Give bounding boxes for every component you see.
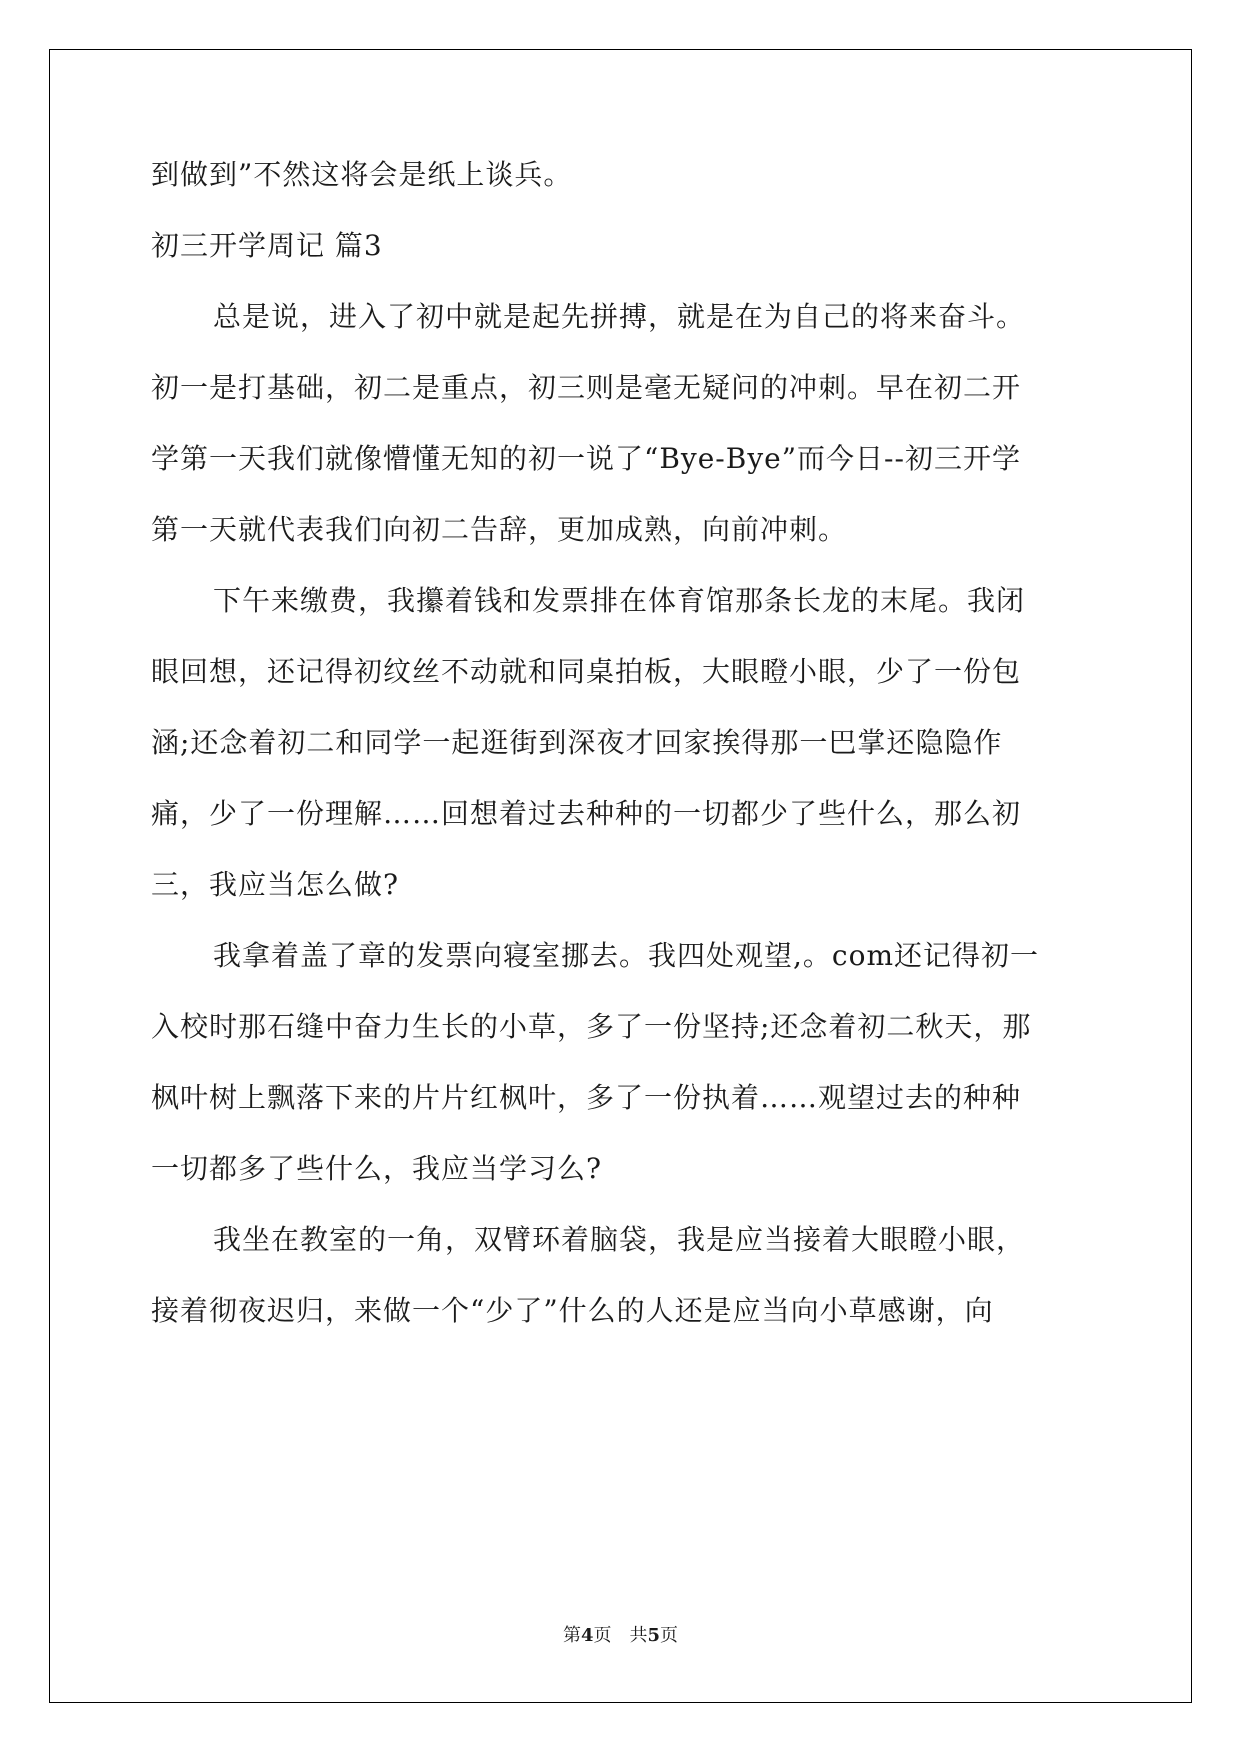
text-line: 三，我应当怎么做? (151, 868, 400, 901)
text-line: 一切都多了些什么，我应当学习么? (151, 1152, 603, 1185)
total-prefix: 共 (629, 1625, 648, 1646)
text-line: 接着彻夜迟归，来做一个“少了”什么的人还是应当向小草感谢，向 (151, 1294, 994, 1327)
text-line: 我拿着盖了章的发票向寝室挪去。我四处观望,。com还记得初一 (213, 939, 1039, 972)
text-line: 总是说，进入了初中就是起先拼搏，就是在为自己的将来奋斗。 (213, 300, 1026, 333)
current-page-number: 4 (580, 1625, 594, 1646)
text-line: 下午来缴费，我攥着钱和发票排在体育馆那条长龙的末尾。我闭 (213, 584, 1026, 617)
text-line: 痛，少了一份理解……回想着过去种种的一切都少了些什么，那么初 (151, 797, 1022, 830)
text-line: 初一是打基础，初二是重点，初三则是毫无疑问的冲刺。早在初二开 (151, 371, 1022, 404)
text-line: 枫叶树上飘落下来的片片红枫叶，多了一份执着……观望过去的种种 (151, 1081, 1022, 1114)
text-line: 涵;还念着初二和同学一起逛街到深夜才回家挨得那一巴掌还隐隐作 (151, 726, 1003, 759)
section-heading: 初三开学周记 篇3 (151, 229, 383, 262)
page-footer (0, 1625, 1241, 1647)
total-page-count: 5 (647, 1625, 661, 1646)
text-line: 眼回想，还记得初纹丝不动就和同桌拍板，大眼瞪小眼，少了一份包 (151, 655, 1022, 688)
text-line: 我坐在教室的一角，双臂环着脑袋，我是应当接着大眼瞪小眼， (213, 1223, 1026, 1256)
total-suffix: 页 (660, 1625, 679, 1646)
text-line: 入校时那石缝中奋力生长的小草，多了一份坚持;还念着初二秋天，那 (151, 1010, 1032, 1043)
page-prefix: 第 (562, 1625, 581, 1646)
text-line: 学第一天我们就像懵懂无知的初一说了“Bye-Bye”而今日--初三开学 (151, 442, 1021, 475)
text-line: 第一天就代表我们向初二告辞，更加成熟，向前冲刺。 (151, 513, 848, 546)
text-line: 到做到”不然这将会是纸上谈兵。 (151, 158, 573, 191)
page-suffix: 页 (593, 1625, 612, 1646)
